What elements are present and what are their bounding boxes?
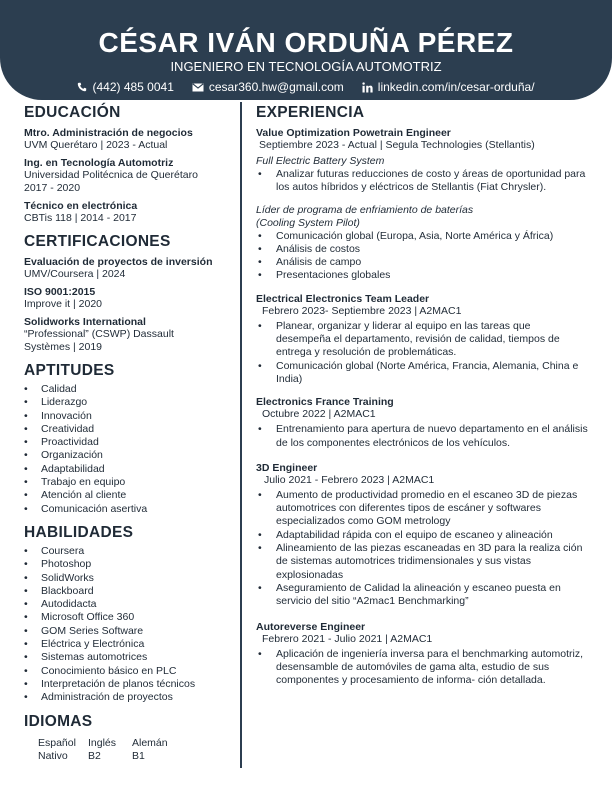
person-name: CÉSAR IVÁN ORDUÑA PÉREZ (98, 27, 514, 58)
job-meta: Febrero 2021 - Julio 2021 | A2MAC1 (262, 632, 433, 645)
list-item: • Innovación (24, 410, 234, 423)
job-title: Electronics France Training (256, 396, 394, 409)
aptitudes-list (24, 383, 234, 516)
education-section (24, 104, 234, 225)
header-banner (0, 0, 612, 100)
degree: Mtro. Administración de negocios (24, 127, 193, 139)
section-title: EXPERIENCIA (256, 104, 365, 121)
job-bullets (256, 230, 588, 283)
job-entry (256, 127, 588, 283)
aptitudes-section (24, 362, 234, 516)
job-subtitle: Líder de programa de enfriamiento de baterías (256, 203, 474, 216)
phone-text: (442) 485 0041 (92, 80, 174, 94)
list-item: • Presentaciones globales (256, 269, 588, 282)
list-item: • Proactividad (24, 436, 234, 449)
certification-item (24, 316, 234, 354)
job-bullets (256, 648, 588, 688)
certification-detail: “Professional” (CSWP) Dassault (24, 328, 174, 340)
contact-email[interactable] (192, 80, 344, 94)
certification-item (24, 286, 234, 311)
education-detail: Universidad Politécnica de Querétaro (24, 169, 198, 181)
list-item: • Blackboard (24, 585, 234, 598)
list-item: • Organización (24, 449, 234, 462)
certifications-section (24, 233, 234, 354)
languages-section (24, 713, 234, 763)
language-name: Alemán (132, 736, 168, 749)
list-item: • Photoshop (24, 558, 234, 571)
list-item: • Trabajo en equipo (24, 476, 234, 489)
list-item: • Administración de proyectos (24, 691, 234, 704)
list-item: • Aplicación de ingeniería inversa para el benchmarking automotriz, desensamble de automóviles de gama alta, estudio de sus componentes y procesamiento de informa- ción detallada. (256, 648, 588, 688)
section-title: HABILIDADES (24, 523, 134, 541)
education-detail: CBTis 118 | 2014 - 2017 (24, 212, 137, 224)
list-item: • Conocimiento básico en PLC (24, 665, 234, 678)
certification-item (24, 256, 234, 281)
degree: Técnico en electrónica (24, 200, 138, 212)
job-title: 3D Engineer (256, 461, 318, 474)
job-title: Value Optimization Powetrain Engineer (256, 127, 451, 139)
languages-grid (24, 737, 234, 763)
list-item: • Interpretación de planos técnicos (24, 678, 234, 691)
section-title: CERTIFICACIONES (24, 233, 171, 250)
job-title: Electrical Electronics Team Leader (256, 292, 430, 305)
list-item: • Atención al cliente (24, 489, 234, 502)
job-subtitle: Full Electric Battery System (256, 155, 385, 167)
section-title: APTITUDES (24, 362, 115, 379)
list-item: • Comunicación global (Europa, Asia, Norte América y África) (256, 230, 588, 243)
list-item: • Alineamiento de las piezas escaneadas en 3D para la realiza ción de sistemas automotrices tridimensionales y sus vistas explosionadas (256, 542, 588, 582)
job-meta: Julio 2021 - Febrero 2023 | A2MAC1 (264, 473, 435, 486)
list-item: • Liderazgo (24, 396, 234, 409)
job-meta: Febrero 2023- Septiembre 2023 | A2MAC1 (262, 304, 462, 317)
list-item: • Comunicación asertiva (24, 503, 234, 516)
contact-linkedin[interactable] (362, 80, 535, 94)
list-item: • Entrenamiento para apertura de nuevo departamento en el análisis de los componentes electrónicos de los vehículos. (256, 423, 588, 450)
list-item: • Analizar futuras reducciones de costo y áreas de oportunidad para los autos híbridos y eléctricos de Stellantis (Fiat Chrysler). (256, 168, 588, 195)
language-level: B1 (132, 749, 145, 762)
list-item: • Análisis de campo (256, 256, 588, 269)
language-name: Inglés (88, 736, 117, 749)
job-title: INGENIERO EN TECNOLOGÍA AUTOMOTRIZ (170, 59, 442, 74)
education-item (24, 157, 234, 195)
job-bullets (256, 489, 588, 609)
list-item: • Planear, organizar y liderar al equipo en las tareas que desempeña el departamento, revisión de calidad, tiempos de entrega y resolución de problemáticas. (256, 320, 588, 360)
language-name: Español (38, 736, 76, 749)
list-item: • Coursera (24, 545, 234, 558)
list-item: • Autodidacta (24, 598, 234, 611)
job-entry (256, 462, 588, 609)
email-text: cesar360.hw@gmail.com (208, 80, 344, 94)
job-bullets (256, 168, 588, 195)
degree: Ing. en Tecnología Automotriz (24, 157, 174, 169)
job-subtitle: (Cooling System Pilot) (256, 216, 360, 229)
skills-list (24, 545, 234, 705)
job-entry (256, 621, 588, 688)
contact-bar (0, 80, 612, 94)
job-meta: Octubre 2022 | A2MAC1 (262, 408, 376, 421)
right-column (256, 104, 588, 687)
language-level: B2 (88, 749, 101, 762)
left-column (24, 104, 234, 763)
certification-name: Solidworks International (24, 316, 146, 328)
language-level: Nativo (38, 749, 68, 762)
job-bullets (256, 320, 588, 386)
list-item: • Análisis de costos (256, 243, 588, 256)
job-entry (256, 293, 588, 386)
list-item: • Adaptabilidad (24, 463, 234, 476)
list-item: • Aumento de productividad promedio en el escaneo 3D de piezas automotrices con diferentes tipos de escáner y softwares especializados como GOM metrology (256, 489, 588, 529)
mail-icon (192, 83, 204, 92)
contact-phone[interactable] (77, 80, 173, 94)
list-item: • SolidWorks (24, 572, 234, 585)
list-item: • Comunicación global (Norte América, Francia, Alemania, China e India) (256, 360, 588, 387)
list-item: • Adaptabilidad rápida con el equipo de escaneo y alineación (256, 529, 588, 542)
job-entry (256, 396, 588, 450)
section-title: IDIOMAS (24, 712, 93, 730)
phone-icon (77, 82, 87, 92)
certification-detail: Improve it | 2020 (24, 298, 103, 310)
column-divider (240, 102, 242, 768)
certification-detail: Systèmes | 2019 (24, 341, 103, 353)
certification-detail: UMV/Coursera | 2024 (24, 268, 126, 280)
skills-section (24, 524, 234, 705)
job-bullets (256, 423, 588, 450)
list-item: • Sistemas automotrices (24, 651, 234, 664)
education-item (24, 127, 234, 152)
education-detail: UVM Querétaro | 2023 - Actual (24, 139, 168, 151)
certification-name: Evaluación de proyectos de inversión (24, 256, 213, 268)
linkedin-text: linkedin.com/in/cesar-orduña/ (377, 80, 535, 94)
list-item: • Microsoft Office 360 (24, 611, 234, 624)
certification-name: ISO 9001:2015 (24, 286, 96, 298)
section-title: EDUCACIÓN (24, 104, 121, 121)
job-meta: Septiembre 2023 - Actual | Segula Technologies (Stellantis) (259, 139, 535, 151)
list-item: • GOM Series Software (24, 625, 234, 638)
linkedin-icon (362, 82, 373, 93)
education-detail: 2017 - 2020 (24, 182, 81, 194)
list-item: • Eléctrica y Electrónica (24, 638, 234, 651)
job-title: Autoreverse Engineer (256, 620, 366, 633)
education-item (24, 200, 234, 225)
list-item: • Aseguramiento de Calidad la alineación y escaneo puesta en servicio del sitio “A2mac1 Benchmarking” (256, 582, 588, 609)
list-item: • Calidad (24, 383, 234, 396)
list-item: • Creatividad (24, 423, 234, 436)
